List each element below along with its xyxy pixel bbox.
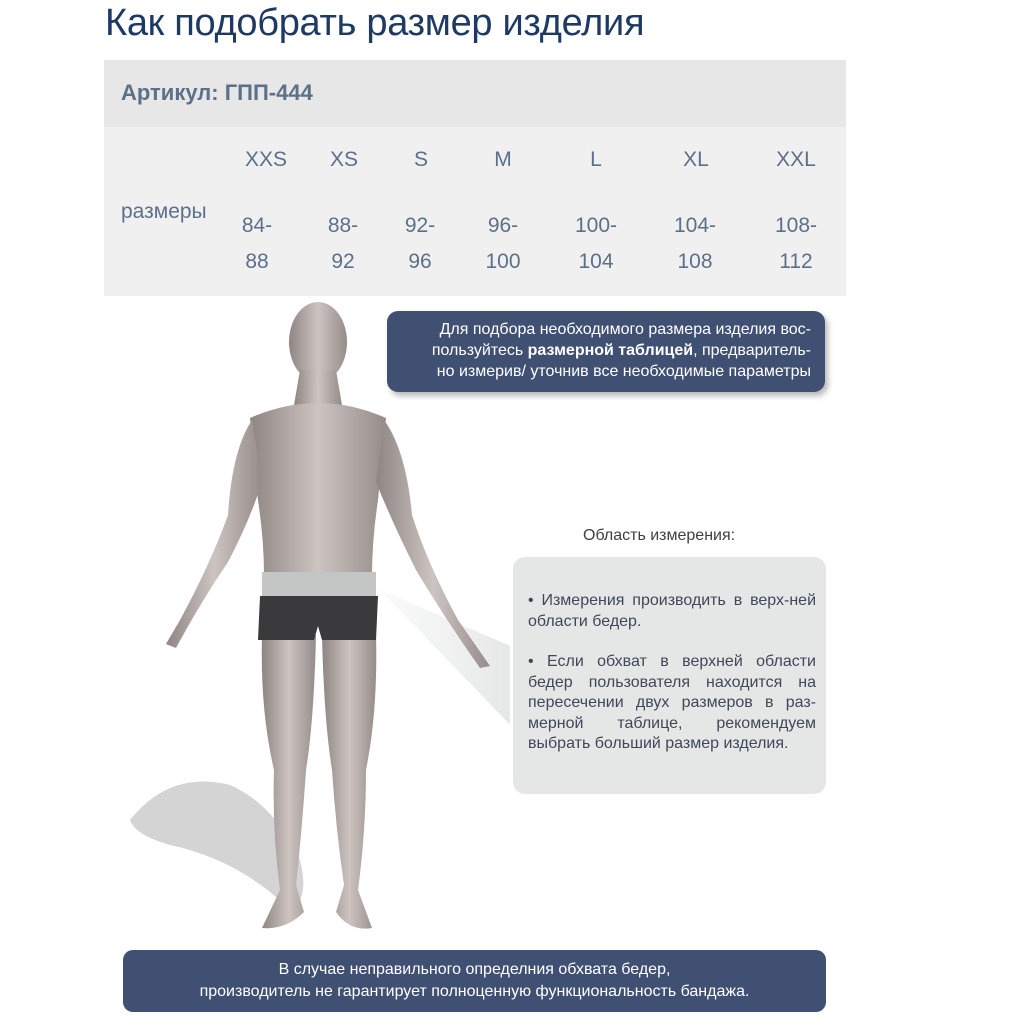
measurement-info-box [513, 557, 826, 794]
tip-line-3: но измерив/ уточнив все необходимые параметры [436, 363, 811, 380]
torso [250, 403, 386, 575]
measurement-bullet: • Если обхват в верхней области бедер пользователя находится на пересечении двух размеров в раз-мерной таблице, рекомендуем выбрать больший размер изделия. [528, 653, 816, 752]
size-label: XS [329, 148, 359, 171]
size-label: L [590, 148, 602, 171]
size-table [104, 60, 846, 296]
warning-line-1: В случае неправильного определния обхвата бедер, [278, 961, 671, 978]
size-label: M [494, 148, 512, 171]
size-table-tip [387, 311, 825, 392]
size-range: 100- 104 [574, 214, 618, 273]
neck [294, 370, 342, 405]
left-arm [166, 420, 262, 648]
measurement-bullet: • Измерения производить в верх-ней области бедер. [528, 592, 816, 630]
warning-line-2: производитель не гарантирует полноценную функциональность бандажа. [199, 983, 750, 1000]
tip-line-2: пользуйтесь размерной таблицей, предваритель- [431, 342, 811, 359]
size-label: XL [683, 148, 709, 171]
page-title: Как подобрать размер изделия [105, 2, 645, 44]
measurement-area-title: Область измерения: [583, 527, 736, 544]
shorts [258, 596, 378, 640]
size-label: XXL [776, 148, 816, 171]
size-label: XXS [244, 148, 288, 171]
size-range: 108- 112 [774, 214, 818, 273]
size-range: 92- 96 [404, 214, 436, 273]
size-range: 96- 100 [485, 214, 521, 273]
waistband [262, 572, 376, 596]
size-label: S [413, 148, 429, 171]
size-range: 84- 88 [241, 214, 273, 273]
body-figure [110, 300, 510, 950]
tip-emphasis: размерной таблицей [527, 342, 694, 359]
warning-box [123, 950, 826, 1012]
size-range: 104- 108 [673, 214, 717, 273]
tip-line-1: Для подбора необходимого размера изделия вос- [439, 321, 811, 338]
size-range: 88- 92 [327, 214, 359, 273]
sku-label: Артикул: ГПП-444 [121, 80, 313, 105]
size-table-header [104, 60, 846, 127]
sizes-row-label: размеры [121, 200, 207, 223]
right-leg [322, 635, 376, 929]
